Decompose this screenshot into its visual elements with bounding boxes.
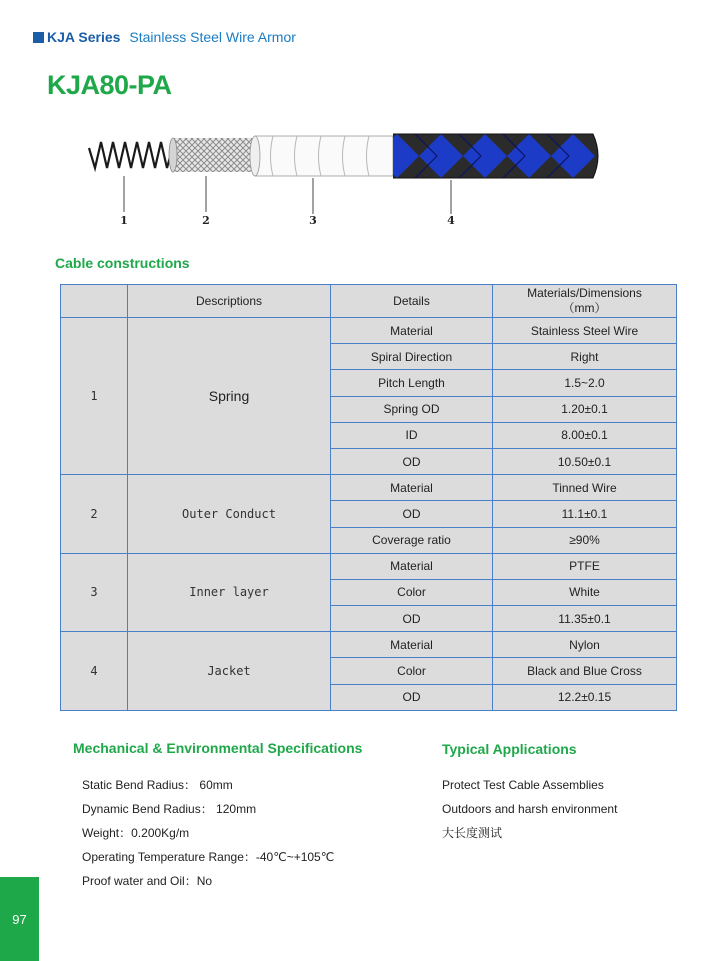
list-item: Operating Temperature Range：-40℃~+105℃ — [82, 850, 335, 864]
group-description: Jacket — [128, 632, 331, 711]
value-cell: 11.1±0.1 — [493, 501, 677, 527]
construction-table — [60, 284, 677, 711]
diagram-label-4: 4 — [447, 214, 455, 227]
diagram-label-3: 3 — [309, 214, 317, 227]
detail-cell: Color — [331, 579, 493, 605]
detail-cell: Spring OD — [331, 396, 493, 422]
detail-cell: Material — [331, 318, 493, 344]
header-cell-no — [61, 285, 128, 318]
group-description: Inner layer — [128, 553, 331, 632]
value-cell: Nylon — [493, 632, 677, 658]
detail-cell: OD — [331, 684, 493, 710]
list-item: Protect Test Cable Assemblies — [442, 778, 604, 792]
applications-list — [442, 777, 617, 849]
value-cell: 8.00±0.1 — [493, 422, 677, 448]
value-cell: 1.20±0.1 — [493, 396, 677, 422]
value-cell: 10.50±0.1 — [493, 448, 677, 474]
table-row — [61, 632, 677, 658]
table-header-row — [61, 285, 677, 318]
table-row — [61, 318, 677, 344]
group-number: 2 — [61, 475, 128, 554]
list-item: Dynamic Bend Radius： 120mm — [82, 802, 257, 816]
table-row — [61, 553, 677, 579]
value-cell: White — [493, 579, 677, 605]
list-item: Weight：0.200Kg/m — [82, 826, 190, 840]
spring-layer — [89, 142, 173, 168]
series-name: KJA Series — [47, 29, 121, 45]
detail-cell: Material — [331, 632, 493, 658]
value-cell: PTFE — [493, 553, 677, 579]
value-cell: ≥90% — [493, 527, 677, 553]
list-item: Outdoors and harsh environment — [442, 802, 618, 816]
group-number: 1 — [61, 318, 128, 475]
series-square-icon — [33, 32, 44, 43]
value-cell: Black and Blue Cross — [493, 658, 677, 684]
detail-cell: OD — [331, 448, 493, 474]
value-cell: 1.5~2.0 — [493, 370, 677, 396]
applications-title: Typical Applications — [442, 741, 577, 757]
leader-lines — [124, 176, 451, 214]
value-cell: Right — [493, 344, 677, 370]
detail-cell: Material — [331, 553, 493, 579]
list-item: 大长度测试 — [442, 826, 503, 840]
cable-diagram — [75, 118, 615, 238]
group-number: 3 — [61, 553, 128, 632]
detail-cell: OD — [331, 501, 493, 527]
header-cell-descriptions: Descriptions — [128, 285, 331, 318]
detail-cell: Coverage ratio — [331, 527, 493, 553]
detail-cell: Material — [331, 475, 493, 501]
page-number-tab — [0, 877, 39, 961]
jacket-layer — [375, 134, 598, 178]
page-number: 97 — [12, 912, 27, 927]
outer-conduct-layer — [169, 138, 255, 172]
value-cell: Stainless Steel Wire — [493, 318, 677, 344]
detail-cell: ID — [331, 422, 493, 448]
detail-cell: Spiral Direction — [331, 344, 493, 370]
product-title: KJA80-PA — [47, 70, 172, 100]
group-description: Spring — [128, 318, 331, 475]
series-subtitle: Stainless Steel Wire Armor — [129, 29, 296, 45]
detail-cell: OD — [331, 606, 493, 632]
cable-constructions-title: Cable constructions — [55, 255, 190, 271]
detail-cell: Color — [331, 658, 493, 684]
diagram-label-1: 1 — [120, 214, 128, 227]
value-cell: 12.2±0.15 — [493, 684, 677, 710]
group-description: Outer Conduct — [128, 475, 331, 554]
series-header — [33, 29, 296, 45]
table-row — [61, 475, 677, 501]
list-item: Proof water and Oil：No — [82, 874, 213, 888]
diagram-label-2: 2 — [202, 214, 210, 227]
header-cell-materials: Materials/Dimensions （mm） — [493, 285, 677, 318]
list-item: Static Bend Radius： 60mm — [82, 778, 233, 792]
mechanical-specs-list — [82, 777, 334, 897]
mechanical-specs-title: Mechanical & Environmental Specifications — [73, 740, 363, 756]
group-number: 4 — [61, 632, 128, 711]
value-cell: Tinned Wire — [493, 475, 677, 501]
value-cell: 11.35±0.1 — [493, 606, 677, 632]
inner-layer — [250, 136, 393, 176]
detail-cell: Pitch Length — [331, 370, 493, 396]
header-cell-details: Details — [331, 285, 493, 318]
